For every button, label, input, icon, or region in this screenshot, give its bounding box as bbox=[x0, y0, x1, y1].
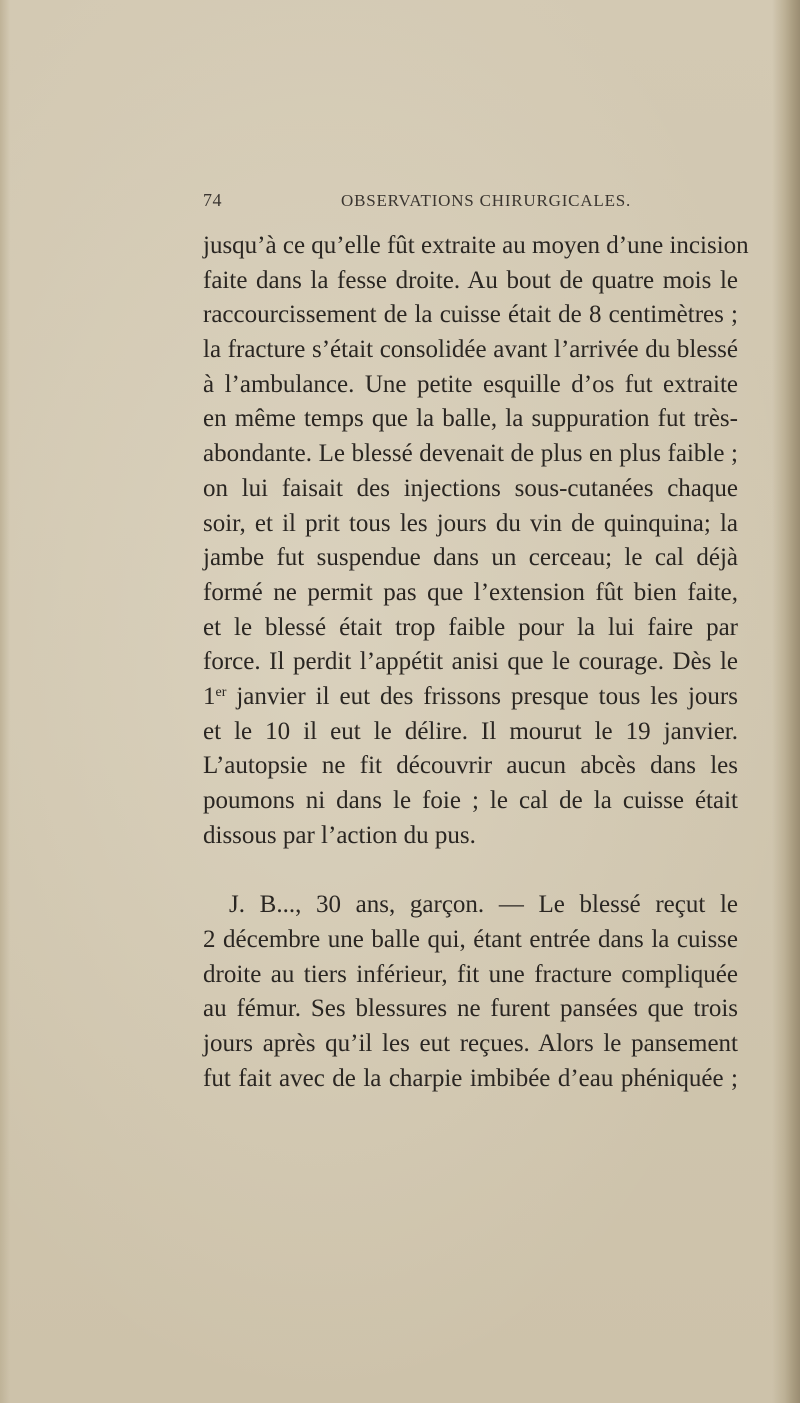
text-line: dissous par l’action du pus. bbox=[203, 821, 476, 849]
text-line: jours après qu’il les eut reçues. Alors le pansement bbox=[203, 1030, 738, 1058]
text-line: au fémur. Ses blessures ne furent pansées que trois bbox=[203, 995, 738, 1023]
text-line: J. B..., 30 ans, garçon. — Le blessé reçut le bbox=[229, 891, 738, 919]
text-line: en même temps que la balle, la suppuration fut très- bbox=[203, 405, 738, 433]
text-line: droite au tiers inférieur, fit une fracture compliquée bbox=[203, 960, 738, 988]
page-left-edge-shadow bbox=[0, 0, 10, 1403]
ordinal-line-rest: janvier il eut des frissons presque tous les jours bbox=[226, 682, 738, 710]
text-line: formé ne permit pas que l’extension fût bien faite, bbox=[203, 578, 738, 606]
text-line: fut fait avec de la charpie imbibée d’eau phéniquée ; bbox=[203, 1064, 738, 1092]
ordinal-number: 1 bbox=[203, 682, 216, 710]
text-line: poumons ni dans le foie ; le cal de la cuisse était bbox=[203, 787, 738, 814]
page-number: 74 bbox=[203, 190, 222, 210]
body-text bbox=[203, 229, 749, 1097]
text-line: 2 décembre une balle qui, étant entrée dans la cuisse bbox=[203, 926, 738, 954]
text-line: à l’ambulance. Une petite esquille d’os fut extraite bbox=[203, 370, 738, 398]
text-line: force. Il perdit l’appétit anisi que le courage. Dès le bbox=[203, 648, 738, 676]
text-line: et le blessé était trop faible pour la lui faire par bbox=[203, 613, 738, 641]
text-line: on lui faisait des injections sous-cutanées chaque bbox=[203, 474, 738, 502]
text-line: et le 10 il eut le délire. Il mourut le 19 janvier. bbox=[203, 717, 738, 745]
text-line: L’autopsie ne fit découvrir aucun abcès dans les bbox=[203, 752, 738, 780]
paragraph-1 bbox=[203, 229, 749, 853]
paragraph-gap bbox=[203, 853, 738, 888]
text-line: faite dans la fesse droite. Au bout de quatre mois le bbox=[203, 266, 738, 294]
page-right-edge-shadow bbox=[772, 0, 800, 1403]
page-header bbox=[203, 190, 738, 218]
text-line: jusqu’à ce qu’elle fût extraite au moyen d’une incision bbox=[203, 232, 749, 259]
ordinal-suffix: er bbox=[215, 684, 227, 700]
text-line: raccourcissement de la cuisse était de 8 centimètres ; bbox=[203, 301, 738, 329]
text-line-ordinal bbox=[203, 680, 738, 715]
paragraph-2 bbox=[203, 888, 738, 1096]
text-line: soir, et il prit tous les jours du vin de quinquina; la bbox=[203, 509, 738, 537]
text-line: la fracture s’était consolidée avant l’arrivée du blessé bbox=[203, 336, 738, 364]
text-line: abondante. Le blessé devenait de plus en plus faible ; bbox=[203, 440, 738, 468]
text-line: jambe fut suspendue dans un cerceau; le cal déjà bbox=[203, 544, 738, 572]
running-title: OBSERVATIONS CHIRURGICALES. bbox=[341, 191, 632, 210]
